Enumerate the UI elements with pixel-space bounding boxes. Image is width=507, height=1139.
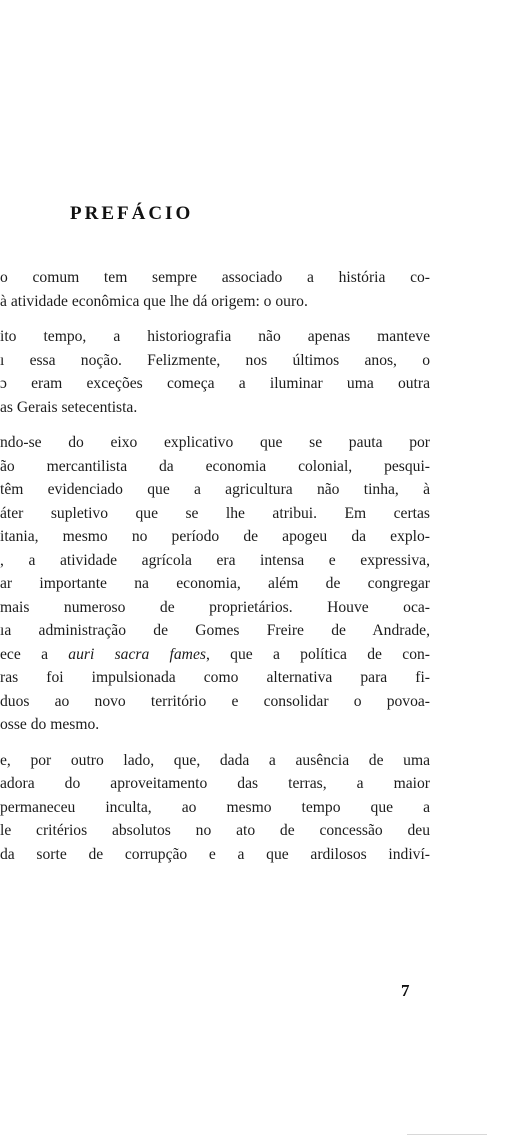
scan-edge-mark [407, 1134, 487, 1135]
text-line: itania, mesmo no período de apogeu da explo- [0, 528, 430, 545]
paragraph-1 [0, 266, 430, 313]
text-line: e, por outro lado, que, dada a ausência de uma [0, 751, 430, 769]
text-line: ıa administração de Gomes Freire de Andrade, [0, 622, 430, 639]
text-line: têm evidenciado que a agricultura não tinha, à [0, 481, 430, 498]
latin-phrase: auri sacra fames [68, 645, 206, 663]
page-number: 7 [401, 981, 410, 1000]
text-line: le critérios absolutos no ato de concessão deu [0, 822, 430, 839]
text-line: permaneceu inculta, ao mesmo tempo que a [0, 798, 430, 816]
text-line: ar importante na economia, além de congregar [0, 575, 430, 592]
text-line: ece a auri sacra fames, que a política de con- [0, 645, 430, 663]
text-line: duos ao novo território e consolidar o povoa- [0, 692, 430, 710]
text-line: áter supletivo que se lhe atribui. Em certas [0, 504, 430, 522]
text-line: ndo-se do eixo explicativo que se pauta por [0, 434, 430, 451]
text-line: as Gerais setecentista. [0, 398, 138, 416]
text-line: à atividade econômica que lhe dá origem: o ouro. [0, 292, 308, 310]
text-line: ras foi impulsionada como alternativa para fi- [0, 669, 430, 686]
text-line: osse do mesmo. [0, 716, 100, 733]
page-title: PREFÁCIO [70, 203, 194, 224]
text-line: ɔ eram exceções começa a iluminar uma outra [0, 375, 430, 392]
text-line: ı essa noção. Felizmente, nos últimos anos, o [0, 351, 430, 369]
text-line: adora do aproveitamento das terras, a maior [0, 775, 430, 792]
text-line: , a atividade agrícola era intensa e expressiva, [0, 551, 430, 569]
paragraph-3 [0, 431, 430, 737]
text-line: da sorte de corrupção e a que ardilosos indiví- [0, 845, 430, 863]
paragraph-2 [0, 325, 430, 419]
text-line: ão mercantilista da economia colonial, pesqui- [0, 457, 430, 475]
text-line: mais numeroso de proprietários. Houve oca- [0, 598, 430, 616]
body-text [0, 266, 430, 878]
text-line: o comum tem sempre associado a história co- [0, 269, 430, 286]
paragraph-4 [0, 749, 430, 867]
text-line: ito tempo, a historiografia não apenas manteve [0, 328, 430, 345]
